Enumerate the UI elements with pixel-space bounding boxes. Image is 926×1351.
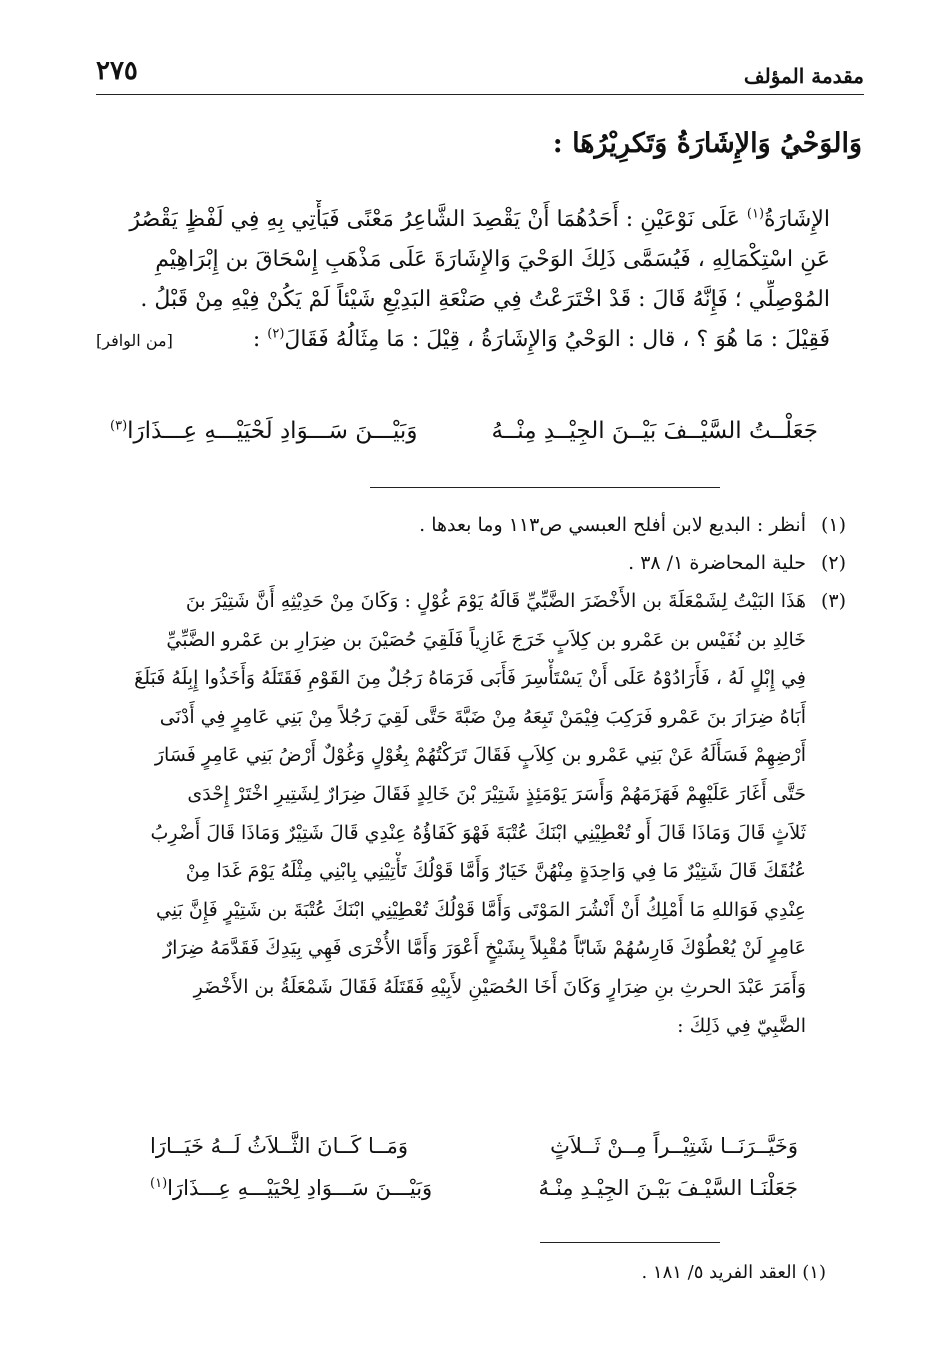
verse-second-hemistich: وَبَيْـــنَ سَـــوَادِ لَحْيَيْـــهِ عِـــذَارَا [127, 418, 418, 444]
body-line-3: المُوْصِلِّي ؛ فَإِنَّهُ قَالَ : قَدْ اخْتَرَعْتُ فِي صَنْعَةِ البَدِيْعِ شَيْئاً لَمْ يَكُنْ فِيْهِ مِنْ قَبْلُ . [140, 287, 830, 312]
footnote-3-line-4: أَبَاهُ ضِرَارَ بنَ عَمْرو فَرَكِبَ فِيْمَنْ تَبِعَهُ مِنْ ضَبَّةَ حَتَّى لَقِيَ رَجُلاً مِنْ بَنِي عَامِرٍ فِي أَدْنَى [159, 705, 806, 728]
footnote-separator [370, 487, 720, 488]
footnote-verse-1-second: وَمَــا كَــانَ الثَّــلاَثُ لَــهُ خَيَــارَا [150, 1134, 409, 1158]
footnote-3-line-11: وَأَمَرَ عَبْدَ الحرثِ بنِ ضِرَارٍ وَكَانَ أَخَا الحُصَيْنِ لأَبِيْهِ فَقَتَلَهُ فَقَالَ شَمْعَلَةُ بن الأَخْضَرِ [193, 975, 806, 998]
footnotes-list [96, 506, 846, 582]
subfootnote-ref: (١) [150, 1176, 168, 1191]
footnote-3 [96, 582, 846, 1045]
footnote-verse-2 [150, 1176, 798, 1200]
footnote-3-line-1-text: هَذَا البَيْتُ لِشَمْعَلَةَ بن الأَخْضَرَ الضَّبِّيِّ قَالَهُ يَوْمَ غُوْلٍ : وَكَانَ مِنْ حَدِيْثِهِ أَنَّ شَتِيْرَ بنَ [185, 590, 806, 612]
footnote-verse-2-second: وَبَيْـــنَ سَـــوَادِ لِحْيَيْـــهِ عِـــذَارَا [167, 1176, 433, 1200]
footnote-1 [96, 506, 846, 544]
page-number: ٢٧٥ [96, 56, 138, 86]
footnote-3-line-12: الضَّبِيّ فِي ذَلِكَ : [677, 1014, 806, 1037]
footnote-verse-1 [150, 1134, 798, 1158]
body-line-1-start: الإِشَارَةُ [764, 207, 830, 232]
footnote-1-text: أنظر : البديع لابن أفلح العبسي ص١١٣ وما بعدها . [419, 514, 806, 536]
footnote-1-number: (١) [820, 514, 846, 536]
body-line-4-text [253, 320, 830, 360]
meter-label: [من الوافر] [96, 331, 173, 350]
body-line-1 [96, 200, 830, 240]
verse-main [110, 418, 818, 444]
footnote-3-line-7: ثَلاَثٍ قَالَ وَمَاذَا قَالَ أَو تُعْطِيْنِي ابْنَكَ عُتْبَةَ فَهْوَ كَفَاؤُهُ عِنْدِي قَالَ شَتِيْرٌ وَمَاذَا قَالَ أَضْرِبُ [150, 821, 806, 844]
footnote-2 [96, 544, 846, 582]
footnote-verse-1-first: وَخَيَّــرَنَــا شَتِيْــراً مِــنْ ثَــلاَثٍ [550, 1134, 798, 1158]
verse-first-hemistich: جَعَلْــتُ السَّيْــفَ بَيْــنَ الجِيْــدِ مِنْــهُ [491, 418, 818, 444]
subfootnote: (١) العقد الفريد ٥/ ١٨١ . [641, 1262, 826, 1283]
footnote-3-line-3: فِي إِبْلٍ لَهُ ، فَأَرَادُوْهُ عَلَى أَنْ يَسْتَأْسِرَ فَأَبَى فَرَمَاهُ رَجُلٌ مِنَ القَوْمِ فَقَتَلَهُ وَأَخَذُوا إِبِلَهُ فَبَلَغَ [134, 667, 806, 690]
footnote-3-line-9: عِنْدِي فَوَاللهِ مَا أَمْلِكُ أَنْ أَنْشُرَ المَوْتَى وَأَمَّا قَوْلُكَ تُعْطِيْنِي ابْنَكَ عُتْبَةَ بن شَتِيْرٍ فَإِنَّ بَنِي [156, 898, 806, 921]
body-line-4-end: : [252, 327, 268, 352]
body-line-4 [96, 320, 830, 360]
footnote-3-line-8: عُنُقَكَ قَالَ شَتِيْرٌ مَا فِي وَاحِدَةٍ مِنْهُنَّ خَيَارٌ وَأَمَّا قَوْلُكَ تَأْتِيْنِي بِابْنِي مِثْلَهُ يَوْمَ غَدَا مِنْ [185, 860, 806, 883]
footnote-3-line-10: عَامِرٍ لَنْ يُعْطُوْكَ فَارِسُهُمْ شَابّاً مُقْبِلاً بِشَيْخٍ أَعْوَرَ وَأَمَّا الأُخْرَى فَهِي بِيَدِكَ فَقَدَّمَهُ ضِرَارٌ [163, 937, 806, 960]
body-line-2: عَنِ اسْتِكْمَالِهِ ، فَيُسَمَّى ذَلِكَ الوَحْيَ وَالإِشَارَةَ عَلَى مَذْهَبِ إِسْحَاقَ بن إِبْرَاهِيْمِ [155, 247, 830, 272]
footnote-3-line-1 [96, 582, 846, 621]
footnote-ref-2: (٢) [267, 326, 285, 342]
footnote-ref-3: (٣) [110, 418, 128, 434]
running-title: مقدمة المؤلف [743, 64, 864, 88]
footnote-3-line-5: أَرْضِهِمْ فَسَأَلَهُ عَنْ بَنِي عَمْرو بن كِلاَبٍ فَقَالَ تَرَكْتُهُمْ بِغُوْلٍ وَغُوْلٌ أَرْضُ بَنِي عَامِرٍ فَسَارَ [154, 744, 806, 767]
subfootnote-separator [540, 1242, 720, 1243]
verse-second-hemistich-wrap [110, 418, 417, 444]
body-line-4-start: فَقِيْلَ : مَا هُوَ ؟ ، قال : الوَحْيُ وَالإِشَارَةُ ، قِيْلَ : مَا مِثَالُهُ فَقَالَ [284, 327, 830, 352]
footnote-3-number: (٣) [820, 590, 846, 612]
footnote-ref-1: (١) [746, 206, 765, 222]
main-paragraph [96, 200, 830, 360]
footnote-2-number: (٢) [820, 552, 846, 574]
section-heading: وَالوَحْيُ وَالإِشَارَةُ وَتَكرِيْرُهَا : [552, 128, 862, 159]
body-line-1-rest: عَلَى نَوْعَيْنِ : أَحَدُهُمَا أَنْ يَقْصِدَ الشَّاعِرُ مَعْنًى فَيَأْتِي بِهِ فِي لَفْظٍ يَقْصُرُ [129, 207, 747, 232]
footnote-3-line-2: خَالِدِ بن نُفَيْس بن عَمْرو بن كِلاَبٍ خَرَجَ غَازِياً فَلَقِيَ حُصَيْنَ بن ضِرَارِ بن عَمْرو الضَّبِّيِّ [166, 628, 806, 651]
footnote-3-line-6: حَتَّى أَغَارَ عَلَيْهِمْ فَهَزَمَهُمْ وَأَسَرَ يَوْمَئِذٍ شَتِيْرَ بْنَ خَالِدٍ فَقَالَ ضِرَارٌ لِشَتِيرِ اخْتَرْ إِحْدَى [187, 782, 806, 805]
footnote-2-text: حلية المحاضرة ١/ ٣٨ . [628, 552, 806, 574]
footnote-verse-2-second-wrap [150, 1176, 432, 1200]
page-header [96, 54, 864, 95]
footnote-verse-2-first: جَعَلْنَـا السَّيْـفَ بَيْـنَ الجِيْـدِ مِنْـهُ [538, 1176, 798, 1200]
